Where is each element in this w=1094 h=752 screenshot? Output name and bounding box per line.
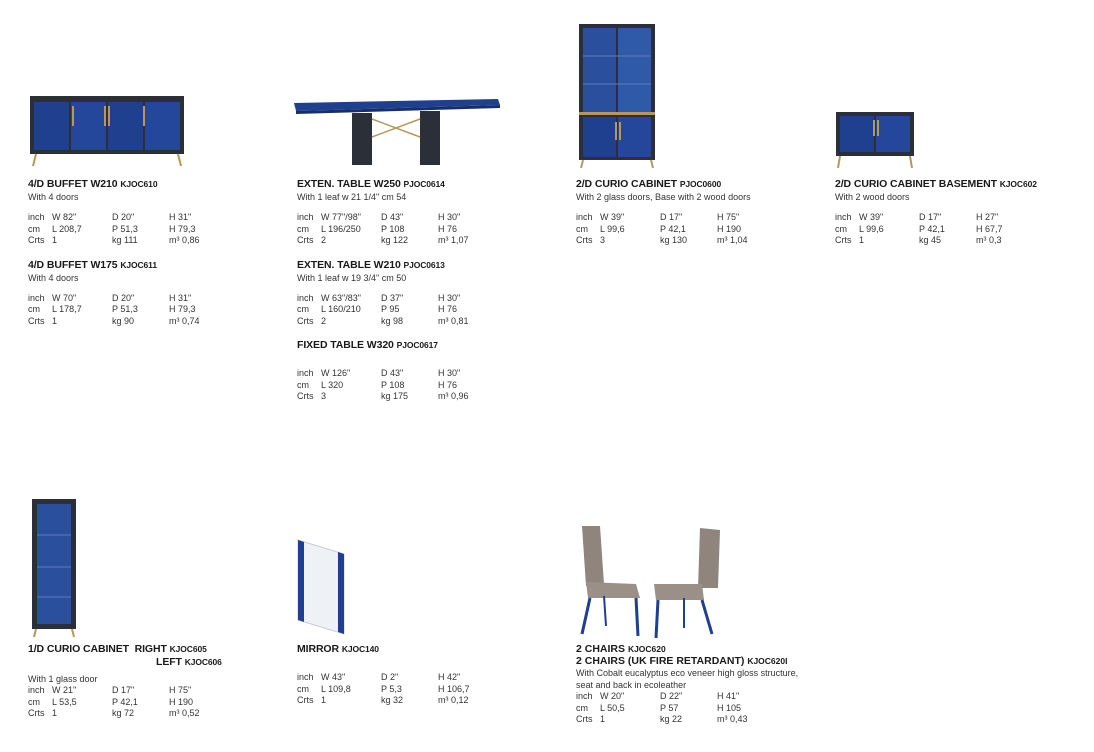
spec-row-cm: cm L 99,6 P 42,1 H 67,7 xyxy=(835,223,1003,234)
spec-table xyxy=(297,672,508,707)
product-title: 2/D CURIO CABINET PJOC0600 xyxy=(576,178,722,190)
chairs-block xyxy=(576,643,798,726)
spec-row-inch: inch W 63"/83" D 37" H 30" xyxy=(297,292,461,303)
curio-1d-block xyxy=(28,643,239,720)
spec-table xyxy=(576,691,798,726)
product-title: 4/D BUFFET W210 KJOC610 xyxy=(28,178,158,190)
spec-row-crts: Crts 1 kg 45 m³ 0,3 xyxy=(835,235,1002,245)
spec-row-inch: inch W 82" D 20" H 31" xyxy=(28,212,192,222)
extension-table-image xyxy=(292,97,504,169)
spec-row-crts: Crts 1 kg 32 m³ 0,12 xyxy=(297,695,469,705)
spec-row-cm: cm L 53,5 P 42,1 H 190 xyxy=(28,696,194,707)
product-title: FIXED TABLE W320 PJOC0617 xyxy=(297,339,438,351)
spec-row-crts: Crts 1 kg 90 m³ 0,74 xyxy=(28,315,200,326)
curio-2d-block xyxy=(576,178,787,247)
product-description: With 1 leaf w 19 3/4" cm 50 xyxy=(297,272,407,283)
product-description: With Cobalt eucalyptus eco veneer high gloss structure, xyxy=(576,668,799,678)
spec-row-inch: inch W 77"/98" D 43" H 30" xyxy=(297,212,461,222)
spec-table xyxy=(28,293,239,328)
spec-row-crts: Crts 3 kg 175 m³ 0,96 xyxy=(297,391,469,401)
curio-cabinet-1d-image xyxy=(30,497,80,639)
spec-row-cm: cm L 50,5 P 57 H 105 xyxy=(576,702,742,713)
spec-row-cm: cm L 109,8 P 5,3 H 106,7 xyxy=(297,683,470,694)
spec-row-cm: cm L 178,7 P 51,3 H 79,3 xyxy=(28,304,196,314)
spec-row-inch: inch W 70" D 20" H 31" xyxy=(28,292,192,303)
product-title: 4/D BUFFET W175 KJOC611 xyxy=(28,258,157,271)
tables-block xyxy=(297,178,508,403)
chairs-image xyxy=(574,522,730,640)
mirror-block xyxy=(297,643,508,707)
spec-row-cm: cm L 196/250 P 108 H 76 xyxy=(297,223,458,234)
spec-table xyxy=(28,685,239,720)
spec-row-cm: cm L 99,6 P 42,1 H 190 xyxy=(576,223,742,234)
spec-row-inch: inch W 39" D 17" H 75" xyxy=(576,212,740,222)
product-title-uk: 2 CHAIRS (UK FIRE RETARDANT) KJOC620I xyxy=(576,655,788,667)
curio-basement-block xyxy=(835,178,1046,247)
product-title: MIRROR KJOC140 xyxy=(297,643,379,655)
spec-row-crts: Crts 2 kg 98 m³ 0,81 xyxy=(297,315,469,326)
buffet-image xyxy=(28,94,188,168)
product-description: With 1 leaf w 21 1/4" cm 54 xyxy=(297,192,407,202)
product-description: With 1 glass door xyxy=(28,674,98,684)
spec-table xyxy=(297,212,508,247)
spec-row-inch: inch W 20" D 22" H 41" xyxy=(576,691,740,701)
product-description-2: seat and back in ecoleather xyxy=(576,680,687,690)
mirror-image xyxy=(296,538,348,636)
spec-table xyxy=(835,212,1046,247)
product-title: EXTEN. TABLE W210 PJOC0613 xyxy=(297,258,445,271)
spec-row-cm: cm L 208,7 P 51,3 H 79,3 xyxy=(28,223,196,234)
spec-row-crts: Crts 3 kg 130 m³ 1,04 xyxy=(576,235,748,245)
spec-row-inch: inch W 21" D 17" H 75" xyxy=(28,685,192,695)
spec-row-crts: Crts 1 kg 111 m³ 0,86 xyxy=(28,235,200,245)
spec-row-crts: Crts 1 kg 72 m³ 0,52 xyxy=(28,708,200,718)
spec-row-cm: cm L 160/210 P 95 H 76 xyxy=(297,304,458,314)
product-title-left: LEFT KJOC606 xyxy=(156,656,222,668)
curio-basement-image xyxy=(834,110,918,170)
spec-table xyxy=(28,212,239,247)
spec-row-cm: cm L 320 P 108 H 76 xyxy=(297,379,458,390)
spec-table xyxy=(297,368,508,403)
product-title: 2/D CURIO CABINET BASEMENT KJOC602 xyxy=(835,178,1037,190)
buffet-210-block xyxy=(28,178,239,327)
product-description: With 4 doors xyxy=(28,272,79,283)
product-description: With 2 glass doors, Base with 2 wood doors xyxy=(576,192,751,202)
product-title: 1/D CURIO CABINET RIGHT KJOC605 xyxy=(28,643,207,655)
product-description: With 2 wood doors xyxy=(835,192,910,202)
spec-row-inch: inch W 39" D 17" H 27" xyxy=(835,212,999,222)
product-title: EXTEN. TABLE W250 PJOC0614 xyxy=(297,178,445,190)
curio-cabinet-2d-image xyxy=(577,22,659,170)
spec-row-crts: Crts 2 kg 122 m³ 1,07 xyxy=(297,235,469,245)
spec-table xyxy=(576,212,787,247)
spec-row-inch: inch W 43" D 2" H 42" xyxy=(297,672,461,682)
product-title: 2 CHAIRS KJOC620 xyxy=(576,643,666,655)
product-description: With 4 doors xyxy=(28,192,79,202)
spec-row-inch: inch W 126" D 43" H 30" xyxy=(297,368,461,378)
spec-table xyxy=(297,293,508,328)
spec-row-crts: Crts 1 kg 22 m³ 0,43 xyxy=(576,714,748,724)
